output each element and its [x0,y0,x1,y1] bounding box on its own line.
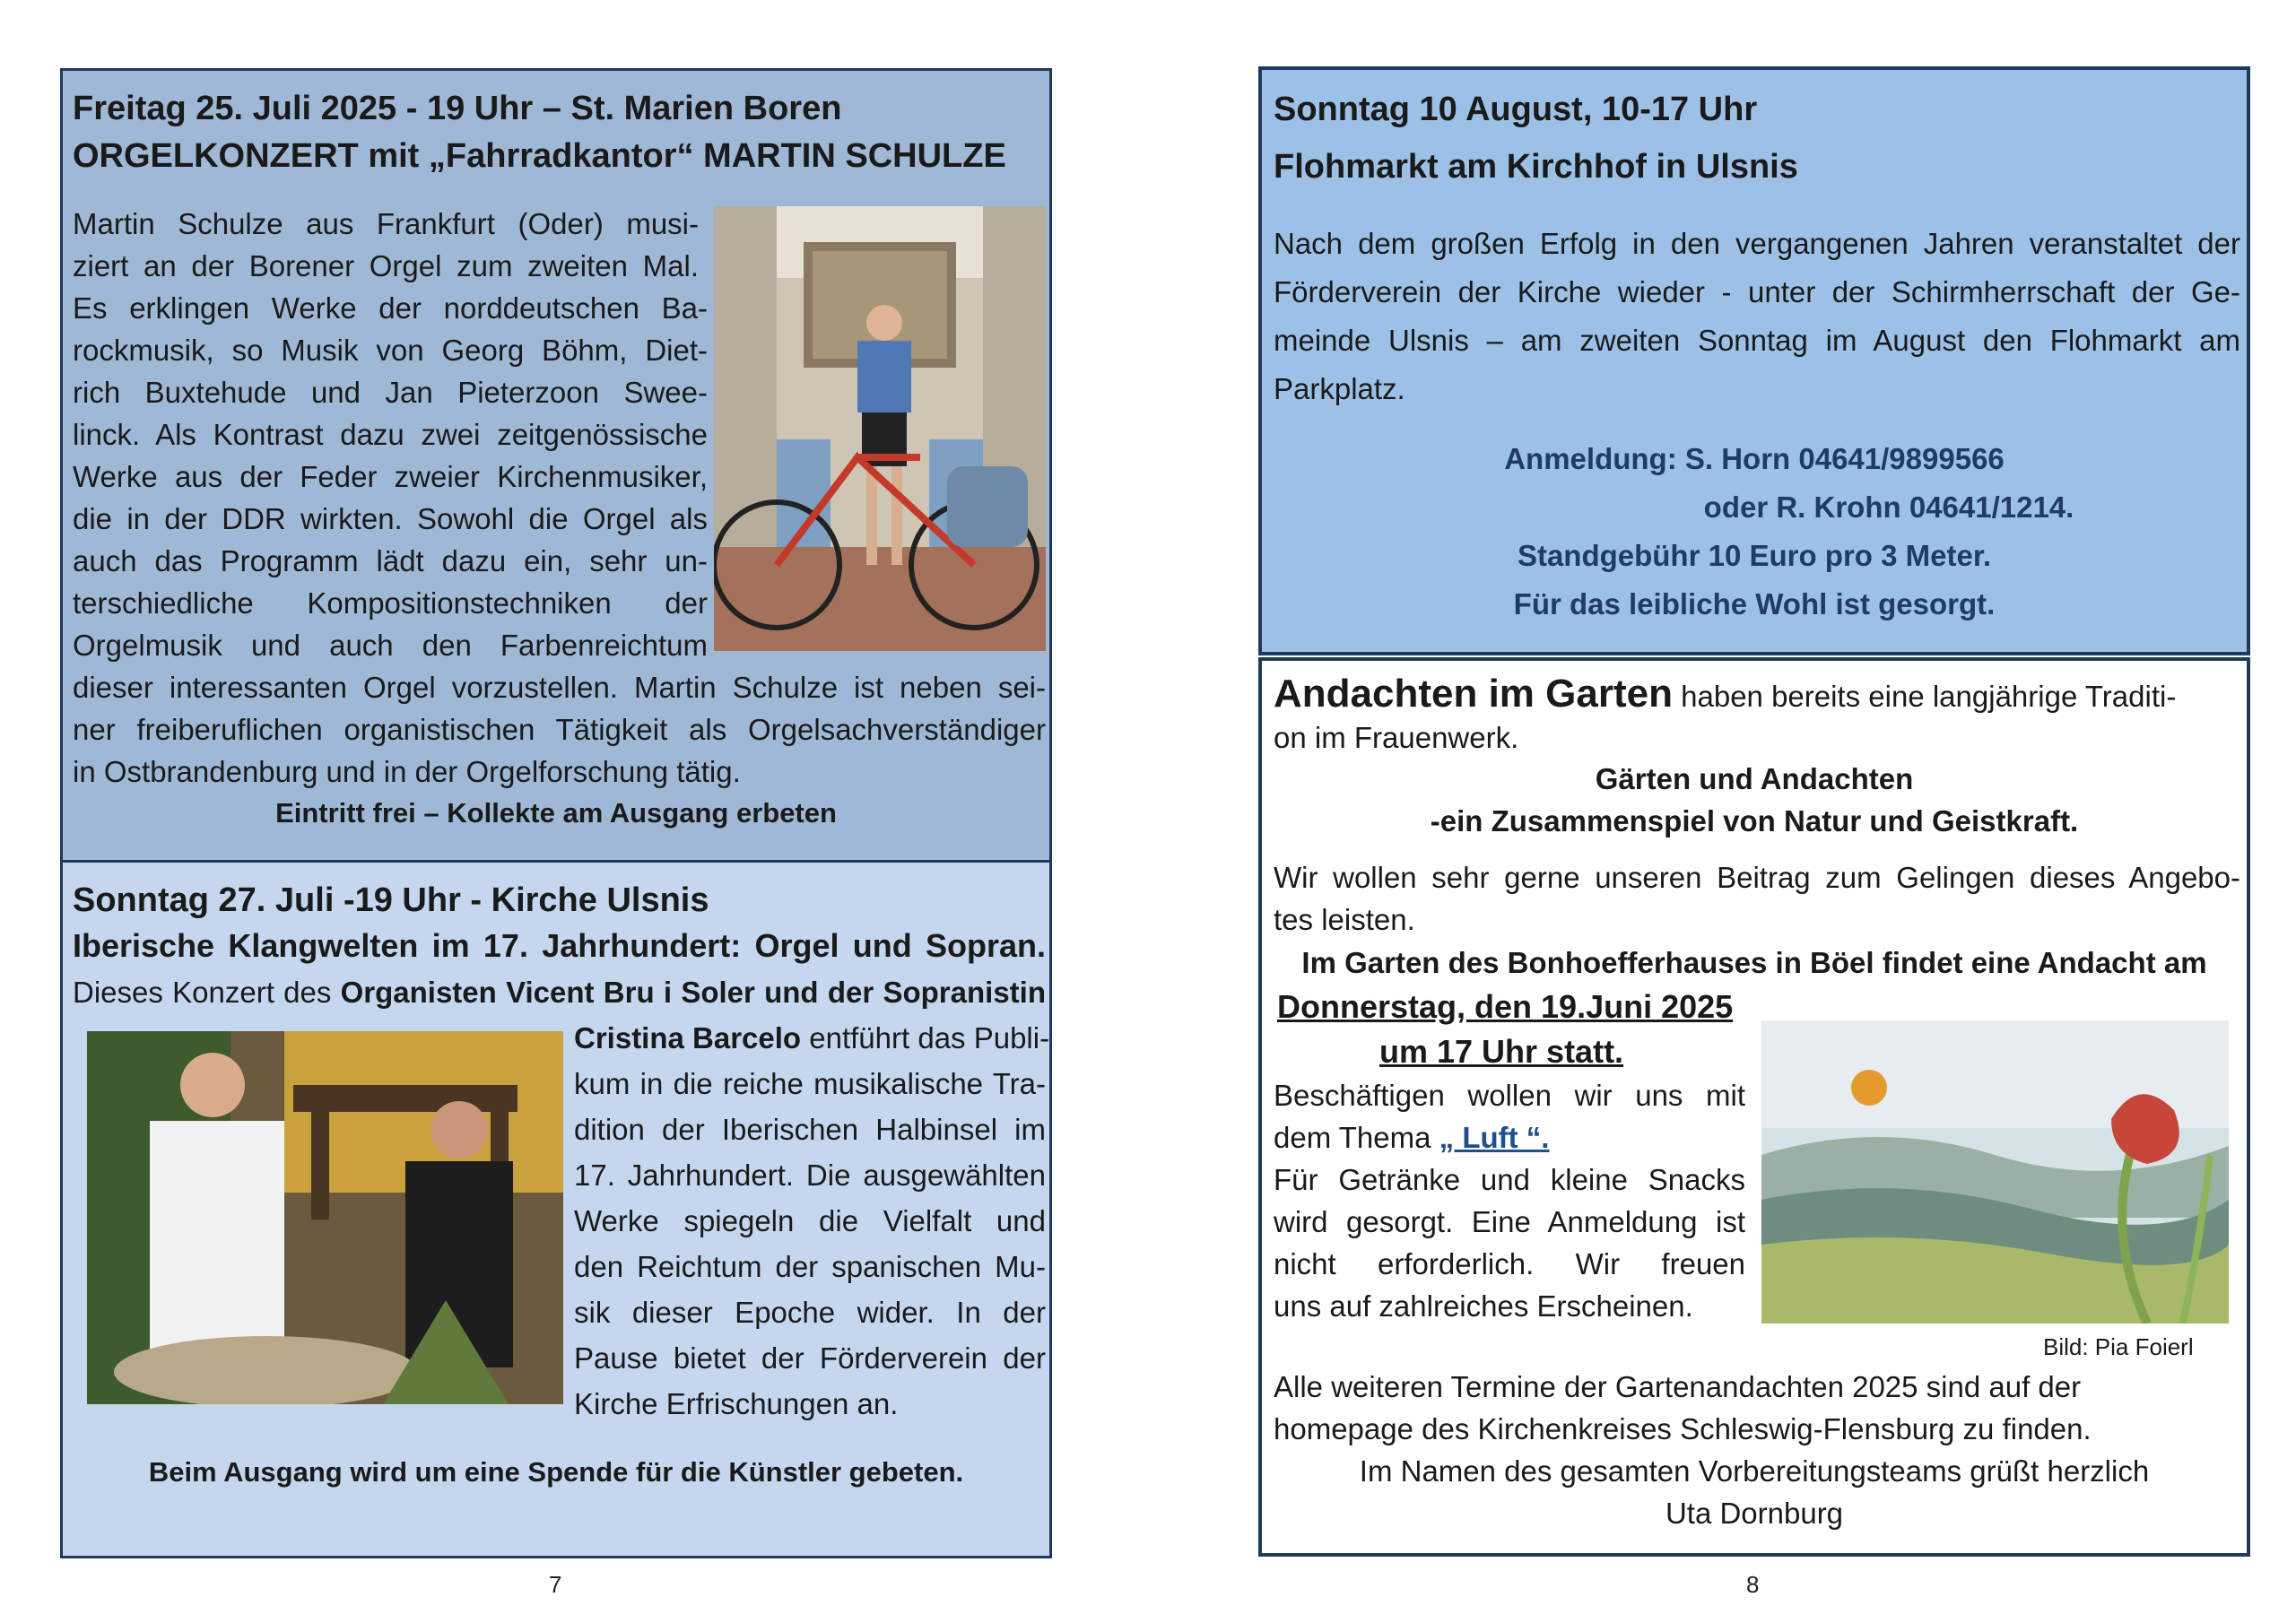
registration-krohn: oder R. Krohn 04641/1214. [1703,490,2074,524]
admission-note: Eintritt frei – Kollekte am Ausgang erbeten [275,797,837,829]
body-line: in Ostbrandenburg und in der Orgelforschung tätig. [73,755,741,788]
event-title-line1: Sonntag 10 August, 10-17 Uhr [1274,91,1758,128]
theme-plain: dem Thema [1274,1121,1439,1154]
stand-fee: Standgebühr 10 Euro pro 3 Meter. [1517,539,1992,572]
body-line: Nach dem großen Erfolg in den vergangenen Jahren veranstaltet der [1274,227,2240,260]
subtitle-1: Gärten und Andachten [1595,762,1914,795]
theme-link-luft[interactable]: „ Luft “. [1439,1121,1550,1154]
body-line: rich Buxtehude und Jan Pieterzoon Swee- [73,376,708,409]
theme-line2 [1274,1116,1549,1159]
subtitle-2: -ein Zusammenspiel von Natur und Geistkraft. [1430,804,2079,838]
intro-plain: Dieses Konzert des [73,976,341,1009]
para1-line2: tes leisten. [1274,903,1415,936]
closing-line: Im Namen des gesamten Vorbereitungsteams grüßt herzlich [1359,1454,2150,1488]
registration-horn: Anmeldung: S. Horn 04641/9899566 [1504,442,2005,475]
theme-line1: Beschäftigen wollen wir uns mit [1274,1079,1745,1112]
event-title-line2: Iberische Klangwelten im 17. Jahrhundert: Orgel und Sopran. [73,927,1046,964]
body-line: Martin Schulze aus Frankfurt (Oder) musi- [73,207,699,240]
event-box-andachten-im-garten [1258,657,2250,1557]
event-title-line2: ORGELKONZERT mit „Fahrradkantor“ MARTIN SCHULZE [73,137,1006,175]
body-line: dition der Iberischen Halbinsel im [574,1113,1046,1146]
body-line: rockmusik, so Musik von Georg Böhm, Diet- [73,334,708,367]
body-line: dieser interessanten Orgel vorzustellen. Martin Schulze ist neben sei- [73,671,1046,704]
performer-line [574,1017,1050,1059]
body-line: den Reichtum der spanischen Mu- [574,1250,1046,1283]
body-line: Pause bietet der Förderverein der [574,1341,1046,1375]
image-credit: Bild: Pia Foierl [2043,1333,2194,1360]
heading-rest: haben bereits eine langjährige Traditi- [1672,680,2177,713]
event-box-orgelkonzert [60,68,1052,863]
catering-note: Für das leibliche Wohl ist gesorgt. [1513,587,1996,621]
snack-line: wird gesorgt. Eine Anmeldung ist [1274,1205,1745,1238]
page-number-right: 8 [1746,1571,1760,1598]
body-line: Kirche Erfrischungen an. [574,1387,899,1420]
body-line: auch das Programm lädt dazu ein, sehr un- [73,544,708,577]
signature-name: Uta Dornburg [1665,1497,1844,1530]
body-line: die in der DDR wirkten. Sowohl die Orgel als [73,502,708,535]
body-line: Parkplatz. [1274,372,1405,405]
body-line: ner freiberuflichen organistischen Tätigkeit als Orgelsachverständiger [73,713,1046,746]
closing-line: homepage des Kirchenkreises Schleswig-Flensburg zu finden. [1274,1412,2092,1445]
body-line: linck. Als Kontrast dazu zwei zeitgenössische [73,418,708,451]
date-line: Donnerstag, den 19.Juni 2025 [1277,988,1734,1025]
event-title-line1: Freitag 25. Juli 2025 - 19 Uhr – St. Marien Boren [73,90,842,127]
body-line: Orgelmusik und auch den Farbenreichtum [73,629,708,662]
para1-line1: Wir wollen sehr gerne unseren Beitrag zum Gelingen dieses Angebo- [1274,861,2240,894]
body-line: meinde Ulsnis – am zweiten Sonntag im August den Flohmarkt am [1274,324,2240,357]
intro-line [73,971,1046,1013]
cyclist-organist-photo [714,206,1046,651]
performer-line-rest: entführt das Publi- [801,1021,1050,1055]
event-box-flohmarkt [1258,66,2250,655]
body-line: 17. Jahrhundert. Die ausgewählten [574,1159,1046,1192]
donation-note: Beim Ausgang wird um eine Spende für die Künstler gebeten. [148,1456,964,1488]
body-line: Es erklingen Werke der norddeutschen Ba- [73,291,708,325]
event-box-iberische-klangwelten [60,860,1052,1558]
soprano-name: Cristina Barcelo [574,1021,802,1055]
musicians-photo [87,1031,563,1404]
body-line: Förderverein der Kirche wieder - unter der Schirmherrschaft der Ge- [1274,275,2240,308]
intro-bold: Organisten Vicent Bru i Soler und der Sopranistin [340,976,1046,1009]
tulip-painting [1761,1020,2229,1324]
body-line: sik dieser Epoche wider. In der [574,1296,1046,1329]
heading-big: Andachten im Garten [1274,672,1673,716]
event-title-line2: Flohmarkt am Kirchhof in Ulsnis [1274,148,1798,186]
body-line: Werke aus der Feder zweier Kirchenmusiker, [73,460,708,493]
heading-line1 [1274,668,2176,723]
heading-line2: on im Frauenwerk. [1274,721,1519,754]
body-line: Werke spiegeln die Vielfalt und [574,1204,1046,1237]
location-line: Im Garten des Bonhoefferhauses in Böel findet eine Andacht am [1301,946,2207,979]
page-number-left: 7 [549,1571,562,1598]
snack-line: nicht erforderlich. Wir freuen [1274,1247,1745,1280]
body-line: ziert an der Borener Orgel zum zweiten Mal. [73,249,699,282]
snack-line: Für Getränke und kleine Snacks [1274,1163,1745,1196]
event-title-line1: Sonntag 27. Juli -19 Uhr - Kirche Ulsnis [73,881,709,919]
body-line: terschiedliche Kompositionstechniken der [73,586,708,620]
time-line: um 17 Uhr statt. [1379,1033,1624,1070]
body-line: kum in die reiche musikalische Tra- [574,1067,1046,1100]
closing-line: Alle weiteren Termine der Gartenandachten 2025 sind auf der [1274,1370,2082,1403]
snack-line-last: uns auf zahlreiches Erscheinen. [1274,1289,1693,1323]
